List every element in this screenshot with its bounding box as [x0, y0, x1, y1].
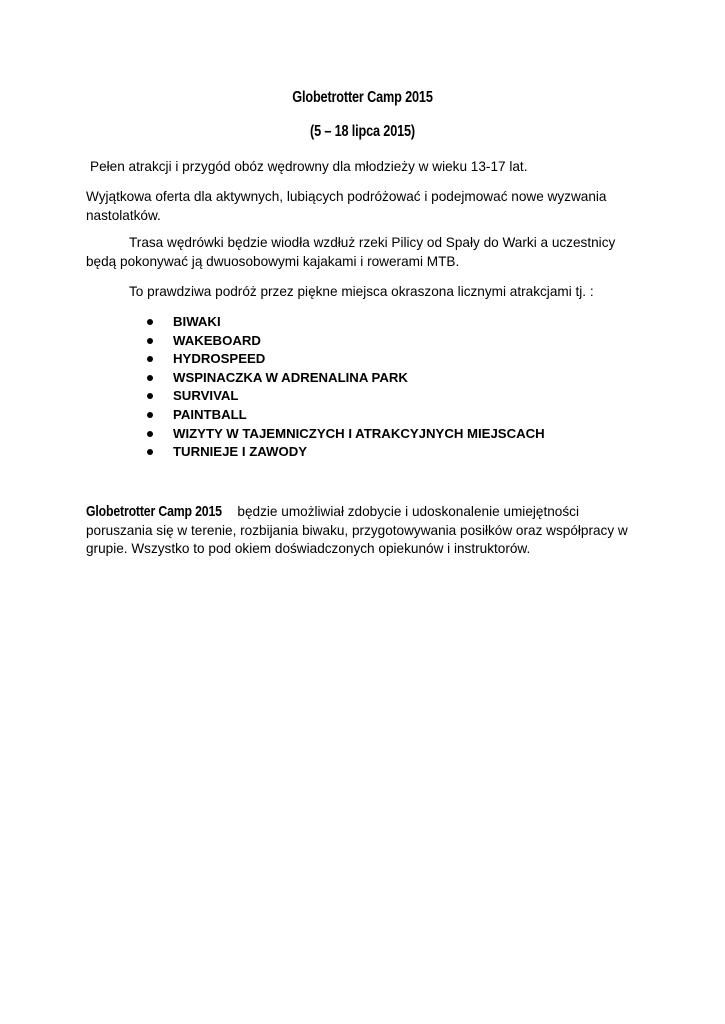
- list-item: [146, 369, 545, 388]
- closing-text: będzie umożliwiał zdobycie i udoskonalenie umiejętności poruszania się w terenie, rozbijania biwaku, przygotowywania posiłków oraz współpracy w grupie. Wszystko to pod okiem doświadczonych opiekunów i instruktorów.: [86, 504, 628, 556]
- offer-paragraph: Wyjątkowa oferta dla aktywnych, lubiących podróżować i podejmować nowe wyzwania nastolatków.: [86, 189, 607, 223]
- bullet-icon: [147, 393, 153, 399]
- attraction-label: TURNIEJE I ZAWODY: [173, 444, 308, 460]
- document-dates: (5 – 18 lipca 2015): [309, 123, 415, 140]
- bullet-icon: [147, 356, 153, 362]
- bullet-icon: [147, 319, 153, 325]
- attraction-label: HYDROSPEED: [173, 351, 266, 367]
- attraction-label: PAINTBALL: [173, 406, 247, 422]
- bullet-icon: [147, 338, 153, 344]
- list-item: [146, 443, 545, 462]
- attractions-intro: To prawdziwa podróż przez piękne miejsca okraszona licznymi atrakcjami tj. :: [129, 284, 594, 299]
- bullet-icon: [147, 431, 153, 437]
- list-item: [146, 350, 545, 369]
- closing-brand: Globetrotter Camp 2015: [86, 503, 222, 520]
- list-item: [146, 332, 545, 351]
- attraction-label: WIZYTY W TAJEMNICZYCH I ATRAKCYJNYCH MIEJSCACH: [173, 425, 545, 441]
- list-item: [146, 387, 545, 406]
- closing-paragraph: [86, 503, 646, 559]
- attraction-label: BIWAKI: [173, 314, 221, 329]
- attraction-label: WSPINACZKA W ADRENALINA PARK: [173, 369, 408, 385]
- bullet-icon: [147, 449, 153, 455]
- route-paragraph: Trasa wędrówki będzie wiodła wzdłuż rzeki Pilicy od Spały do Warki a uczestnicy będą pokonywać ją dwuosobowymi kajakami i rowerami MTB.: [86, 235, 616, 269]
- attractions-list: [146, 313, 545, 462]
- intro-paragraph: Pełen atrakcji i przygód obóz wędrowny dla młodzieży w wieku 13-17 lat.: [90, 159, 528, 174]
- bullet-icon: [147, 375, 153, 381]
- attraction-label: SURVIVAL: [173, 388, 239, 404]
- list-item: [146, 406, 545, 425]
- list-item: [146, 425, 545, 444]
- attraction-label: WAKEBOARD: [173, 332, 261, 348]
- document-title: Globetrotter Camp 2015: [292, 89, 433, 106]
- list-item: [146, 313, 545, 332]
- bullet-icon: [147, 412, 153, 418]
